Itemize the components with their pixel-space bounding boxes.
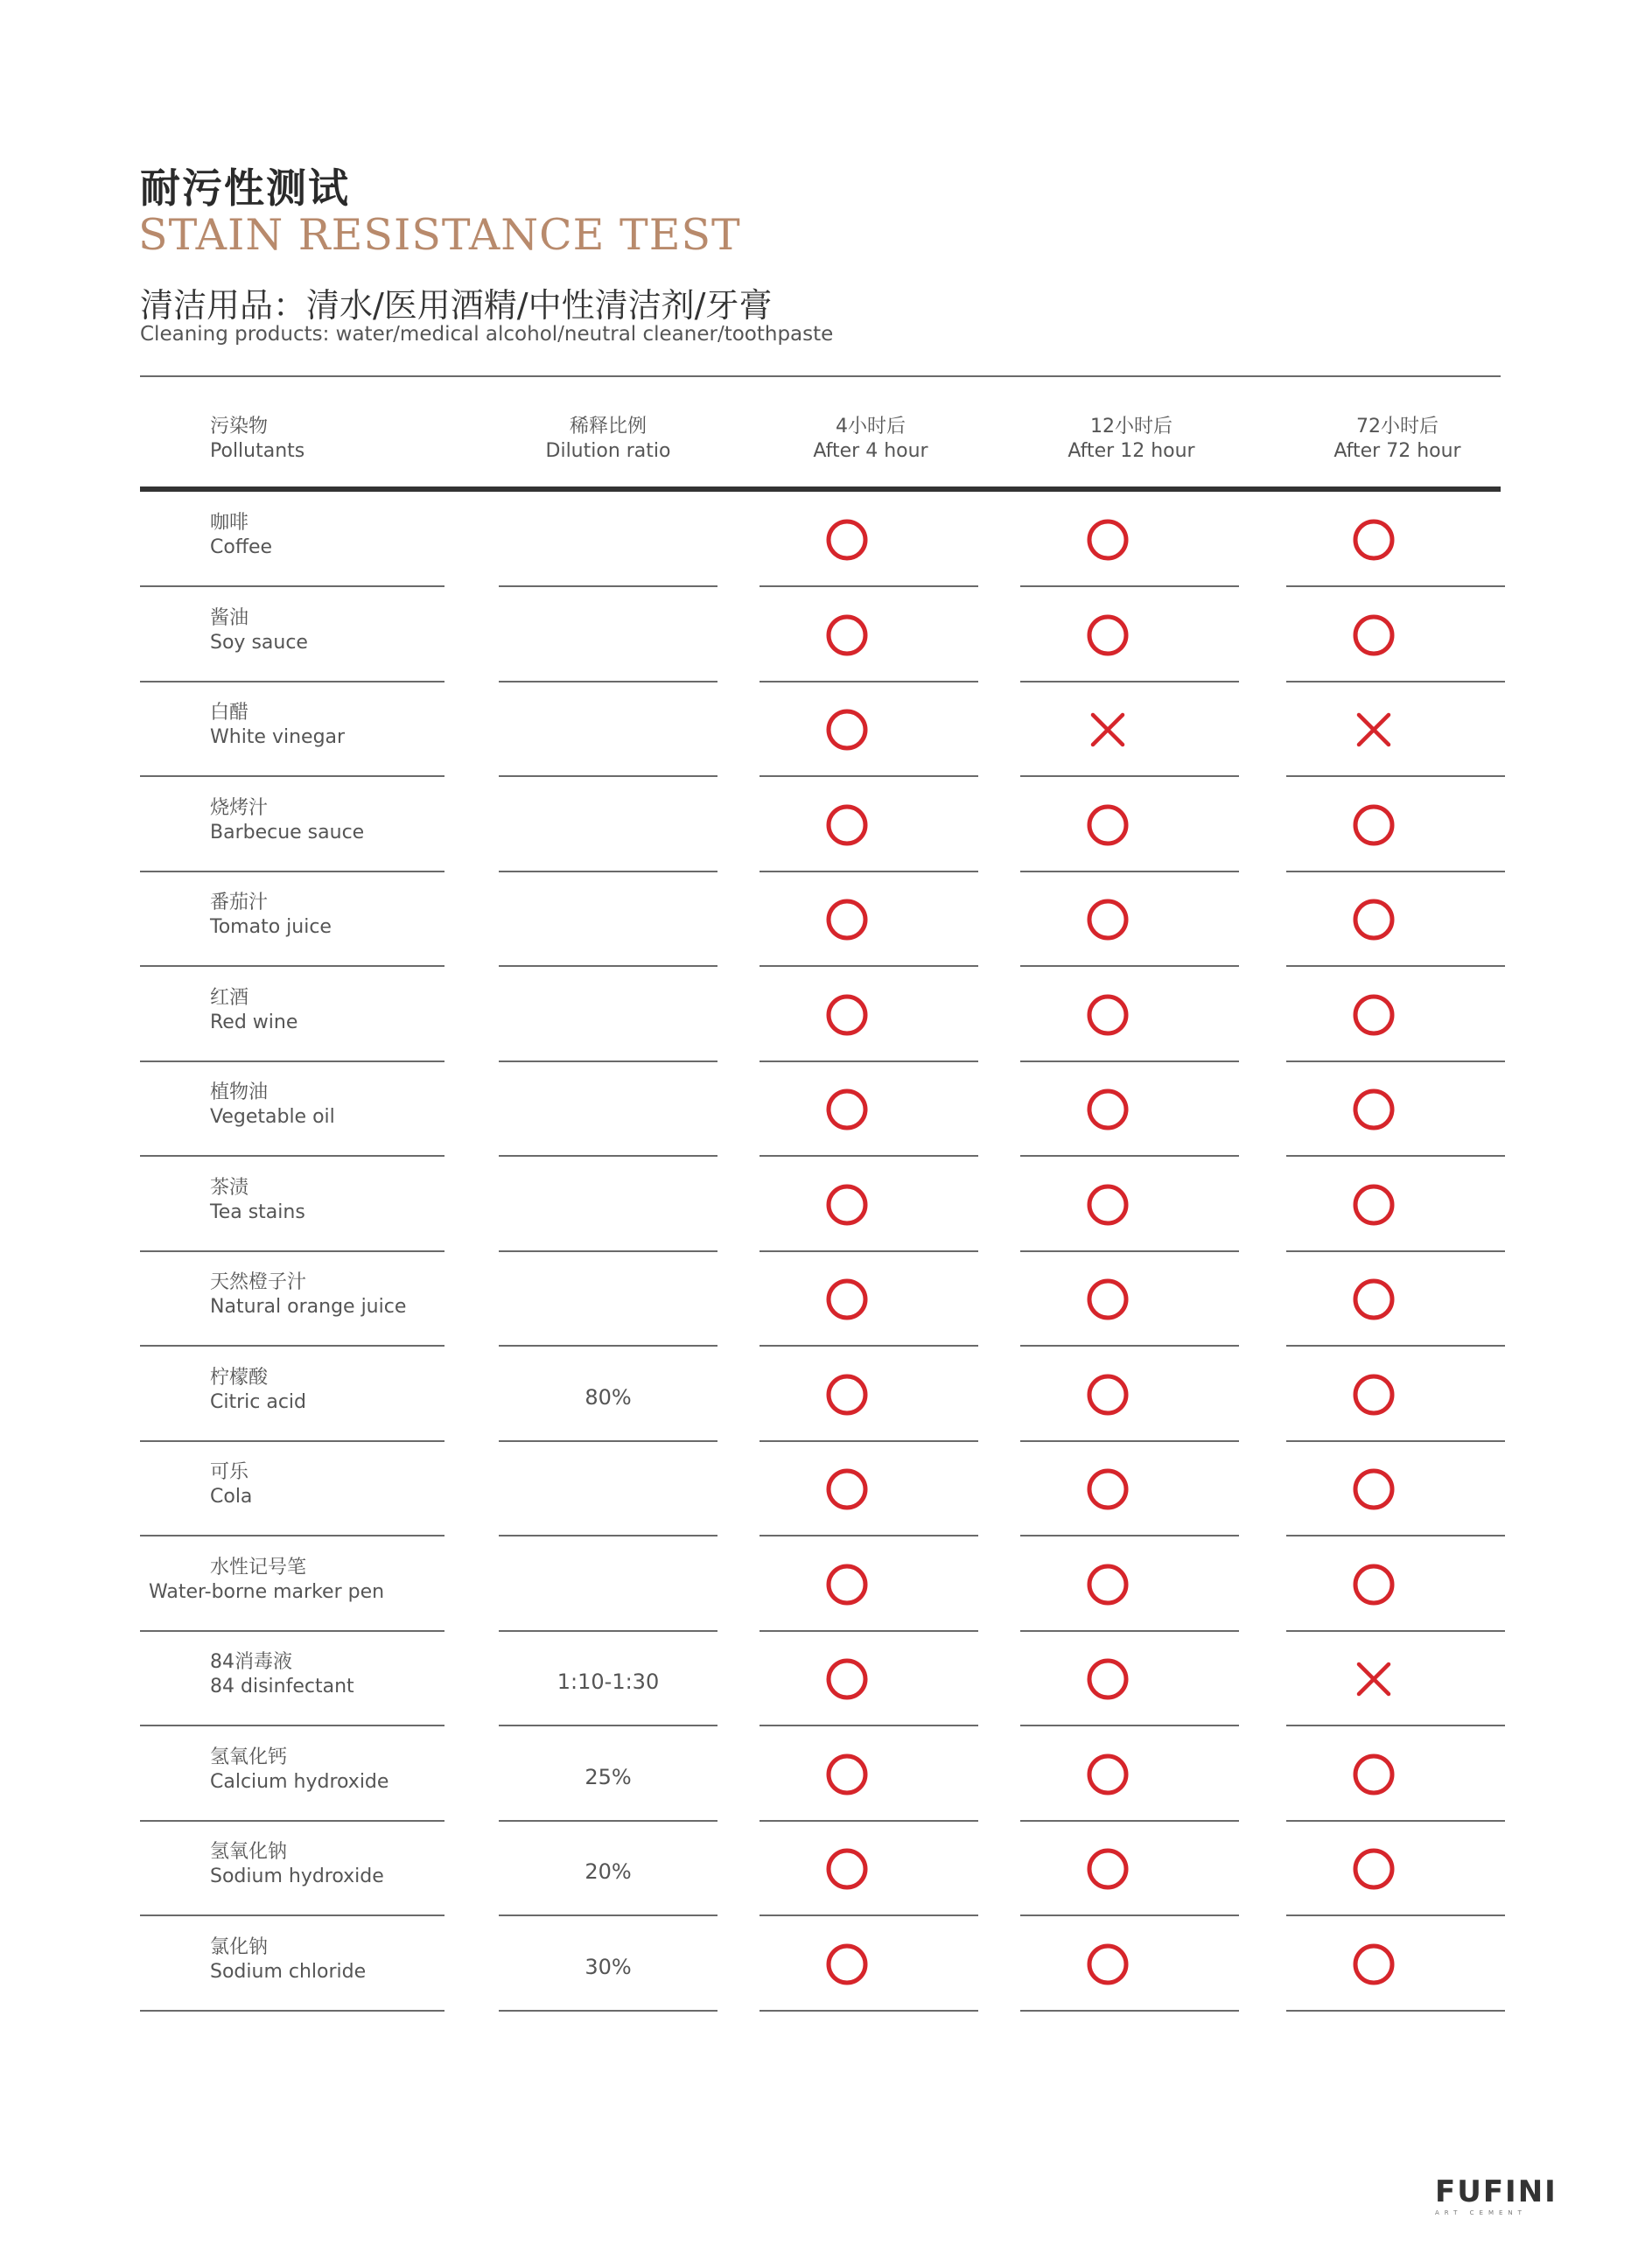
row-divider (499, 1725, 718, 1726)
page-title-en: STAIN RESISTANCE TEST (138, 210, 741, 260)
row-divider (1020, 871, 1239, 872)
fail-cross-icon (1350, 1656, 1397, 1703)
pollutant-name-zh: 酱油 (210, 606, 249, 629)
pass-circle-icon (823, 1845, 871, 1893)
pass-circle-icon (1084, 896, 1131, 943)
table-row (0, 1918, 1638, 2012)
pass-circle-icon (823, 1751, 871, 1798)
pass-circle-icon (823, 1086, 871, 1133)
row-divider (140, 1535, 444, 1536)
header-top-rule (140, 375, 1501, 377)
row-divider (1286, 775, 1505, 777)
row-divider (499, 775, 718, 777)
row-divider (499, 585, 718, 587)
pollutant-name-en: Cola (210, 1486, 253, 1508)
header-4-hour-en: After 4 hour (813, 440, 928, 462)
row-divider (1020, 2010, 1239, 2012)
pollutant-name (210, 1840, 384, 1889)
pollutant-name-zh: 茶渍 (210, 1176, 249, 1199)
table-row (0, 494, 1638, 588)
pollutant-name-zh: 水性记号笔 (209, 1556, 306, 1578)
pollutant-name-en: Tomato juice (210, 916, 332, 938)
dilution-ratio: 80% (584, 1384, 632, 1410)
pass-circle-icon (823, 1181, 871, 1228)
row-divider (1020, 1155, 1239, 1157)
pollutant-name-en: Vegetable oil (210, 1106, 335, 1128)
row-divider (140, 871, 444, 872)
header-4-hour (761, 415, 980, 464)
pass-circle-icon (1084, 1371, 1131, 1418)
fail-cross-icon (1350, 706, 1397, 753)
brand-logo-subtext: ART CEMENT (1435, 2209, 1527, 2216)
pollutant-name-en: Calcium hydroxide (210, 1770, 389, 1793)
pass-circle-icon (823, 1941, 871, 1988)
pass-circle-icon (1350, 1371, 1397, 1418)
row-divider (760, 1535, 978, 1536)
table-row (0, 1633, 1638, 1727)
row-divider (499, 1630, 718, 1632)
row-divider (760, 1250, 978, 1252)
pass-circle-icon (823, 1371, 871, 1418)
pollutant-name-en: Natural orange juice (210, 1296, 407, 1318)
row-divider (760, 775, 978, 777)
header-bottom-rule (140, 486, 1501, 492)
pass-circle-icon (1084, 1086, 1131, 1133)
pollutant-name-zh: 天然橙子汁 (210, 1271, 307, 1293)
row-divider (1286, 1630, 1505, 1632)
row-divider (140, 1250, 444, 1252)
pass-circle-icon (1350, 1561, 1397, 1608)
table-row (0, 1823, 1638, 1917)
pollutant-name-zh: 番茄汁 (210, 892, 269, 914)
table-row (0, 779, 1638, 873)
header-dilution (499, 415, 718, 464)
pollutant-name-en: Sodium chloride (210, 1960, 367, 1983)
pollutant-name-zh: 可乐 (210, 1461, 249, 1483)
pollutant-name (149, 1556, 385, 1605)
table-row (0, 1158, 1638, 1253)
row-divider (760, 585, 978, 587)
row-divider (140, 775, 444, 777)
pollutant-name-zh: 咖啡 (210, 512, 249, 534)
row-divider (1020, 681, 1239, 682)
row-divider (1286, 871, 1505, 872)
row-divider (1286, 1155, 1505, 1157)
pollutant-name (210, 1366, 306, 1415)
pass-circle-icon (1084, 1466, 1131, 1513)
pollutant-name-en: Barbecue sauce (210, 821, 365, 844)
header-12-hour (1022, 415, 1241, 464)
pollutant-name (210, 1176, 305, 1225)
pass-circle-icon (823, 1276, 871, 1323)
pass-circle-icon (1350, 1086, 1397, 1133)
pass-circle-icon (1084, 1276, 1131, 1323)
row-divider (499, 1440, 718, 1442)
row-divider (760, 1630, 978, 1632)
row-divider (499, 681, 718, 682)
pollutant-name-en: Tea stains (210, 1200, 305, 1223)
row-divider (1286, 1250, 1505, 1252)
header-pollutants (210, 415, 304, 464)
pass-circle-icon (1350, 896, 1397, 943)
header-pollutants-en: Pollutants (210, 440, 305, 462)
row-divider (760, 681, 978, 682)
pass-circle-icon (1084, 1845, 1131, 1893)
row-divider (760, 1060, 978, 1062)
row-divider (1020, 775, 1239, 777)
pollutant-name (210, 1270, 406, 1320)
row-divider (140, 2010, 444, 2012)
row-divider (140, 965, 444, 967)
header-4-hour-zh: 4小时后 (836, 416, 906, 438)
row-divider (140, 1630, 444, 1632)
pass-circle-icon (1084, 1656, 1131, 1703)
row-divider (499, 1155, 718, 1157)
pollutant-name-zh: 柠檬酸 (210, 1366, 269, 1389)
brand-logo-text: FUFINI (1435, 2174, 1558, 2209)
row-divider (1286, 1440, 1505, 1442)
row-divider (1286, 1725, 1505, 1726)
row-divider (499, 871, 718, 872)
row-divider (760, 871, 978, 872)
pollutant-name-en: Red wine (210, 1011, 298, 1033)
pass-circle-icon (1350, 612, 1397, 659)
pollutant-name (210, 1460, 252, 1509)
table-row (0, 1253, 1638, 1348)
table-row (0, 683, 1638, 778)
pollutant-name-en: 84 disinfectant (210, 1676, 354, 1698)
pass-circle-icon (823, 896, 871, 943)
dilution-ratio: 30% (584, 1954, 632, 1979)
row-divider (1020, 585, 1239, 587)
row-divider (140, 681, 444, 682)
table-row (0, 589, 1638, 683)
pass-circle-icon (1350, 1845, 1397, 1893)
row-divider (1020, 1535, 1239, 1536)
header-72-hour-zh: 72小时后 (1356, 416, 1438, 438)
pass-circle-icon (1084, 1561, 1131, 1608)
pollutant-name (210, 606, 308, 655)
header-72-hour-en: After 72 hour (1334, 440, 1461, 462)
pollutant-name (210, 891, 332, 940)
fail-cross-icon (1084, 706, 1131, 753)
page-title-zh: 耐污性测试 (140, 164, 350, 212)
pollutant-name (210, 1081, 335, 1130)
table-row (0, 1063, 1638, 1158)
pass-circle-icon (1084, 991, 1131, 1039)
row-divider (499, 1250, 718, 1252)
dilution-ratio: 1:10-1:30 (556, 1670, 660, 1694)
table-row (0, 969, 1638, 1063)
pollutant-name-zh: 白醋 (210, 702, 249, 724)
table-row (0, 873, 1638, 968)
row-divider (499, 1345, 718, 1347)
brand-logo (1435, 2174, 1558, 2216)
row-divider (1020, 1914, 1239, 1916)
pass-circle-icon (1350, 1751, 1397, 1798)
table-row (0, 1538, 1638, 1633)
cleaning-products-en: Cleaning products: water/medical alcohol/neutral cleaner/toothpaste (140, 323, 834, 346)
pollutant-name-zh: 氢氧化钙 (210, 1746, 288, 1768)
row-divider (1020, 1820, 1239, 1822)
pollutant-name-en: Water-borne marker pen (149, 1580, 385, 1603)
header-dilution-zh: 稀释比例 (569, 416, 647, 438)
pass-circle-icon (823, 991, 871, 1039)
header-pollutants-zh: 污染物 (210, 416, 269, 438)
pass-circle-icon (1350, 1181, 1397, 1228)
row-divider (499, 1060, 718, 1062)
header-dilution-en: Dilution ratio (545, 440, 671, 462)
row-divider (140, 1725, 444, 1726)
row-divider (760, 965, 978, 967)
header-12-hour-en: After 12 hour (1068, 440, 1195, 462)
pass-circle-icon (1350, 1276, 1397, 1323)
pollutant-name (210, 1936, 366, 1984)
row-divider (140, 585, 444, 587)
row-divider (1286, 681, 1505, 682)
row-divider (1286, 965, 1505, 967)
pass-circle-icon (1084, 612, 1131, 659)
row-divider (140, 1440, 444, 1442)
row-divider (1020, 1345, 1239, 1347)
pass-circle-icon (1084, 1751, 1131, 1798)
row-divider (499, 965, 718, 967)
row-divider (1286, 1820, 1505, 1822)
row-divider (1020, 1630, 1239, 1632)
pollutant-name (210, 701, 345, 750)
dilution-ratio: 20% (584, 1859, 632, 1884)
pass-circle-icon (1350, 1466, 1397, 1513)
table-row (0, 1348, 1638, 1443)
pass-circle-icon (823, 1466, 871, 1513)
pollutant-name (210, 1650, 354, 1699)
pollutant-name-zh: 植物油 (210, 1082, 269, 1103)
cleaning-products-zh: 清洁用品：清水/医用酒精/中性清洁剂/牙膏 (140, 286, 773, 325)
pollutant-name-en: White vinegar (210, 726, 346, 748)
row-divider (1020, 1250, 1239, 1252)
row-divider (760, 1820, 978, 1822)
row-divider (760, 1440, 978, 1442)
row-divider (760, 1725, 978, 1726)
pollutant-name-en: Soy sauce (210, 631, 308, 654)
row-divider (1286, 2010, 1505, 2012)
pass-circle-icon (1084, 1941, 1131, 1988)
header-12-hour-zh: 12小时后 (1090, 416, 1172, 438)
row-divider (760, 1345, 978, 1347)
table-row (0, 1728, 1638, 1823)
row-divider (760, 1155, 978, 1157)
pollutant-name (210, 1746, 388, 1795)
pass-circle-icon (1350, 1941, 1397, 1988)
table-row (0, 1443, 1638, 1537)
row-divider (1020, 1060, 1239, 1062)
pollutant-name-zh: 84消毒液 (210, 1651, 292, 1673)
row-divider (1286, 1060, 1505, 1062)
row-divider (1020, 965, 1239, 967)
pass-circle-icon (823, 1656, 871, 1703)
pollutant-name-zh: 氢氧化钠 (210, 1841, 288, 1863)
row-divider (140, 1155, 444, 1157)
pass-circle-icon (1084, 1181, 1131, 1228)
pass-circle-icon (823, 802, 871, 849)
row-divider (1020, 1440, 1239, 1442)
row-divider (760, 2010, 978, 2012)
pollutant-name (210, 986, 298, 1035)
row-divider (1020, 1725, 1239, 1726)
pass-circle-icon (1350, 991, 1397, 1039)
row-divider (760, 1914, 978, 1916)
row-divider (1286, 1345, 1505, 1347)
row-divider (499, 1820, 718, 1822)
dilution-ratio: 25% (584, 1764, 632, 1789)
row-divider (140, 1914, 444, 1916)
pass-circle-icon (1084, 516, 1131, 564)
pollutant-name (210, 511, 272, 560)
pass-circle-icon (1084, 802, 1131, 849)
pass-circle-icon (823, 612, 871, 659)
pass-circle-icon (1350, 802, 1397, 849)
row-divider (499, 1535, 718, 1536)
row-divider (140, 1060, 444, 1062)
pollutant-name-en: Coffee (210, 536, 273, 558)
pass-circle-icon (1350, 516, 1397, 564)
row-divider (1286, 585, 1505, 587)
pass-circle-icon (823, 516, 871, 564)
header-72-hour (1288, 415, 1507, 464)
row-divider (1286, 1914, 1505, 1916)
pollutant-name-en: Sodium hydroxide (210, 1866, 384, 1887)
row-divider (1286, 1535, 1505, 1536)
row-divider (140, 1345, 444, 1347)
pollutant-name (210, 796, 364, 845)
pollutant-name-zh: 氯化钠 (210, 1936, 269, 1958)
row-divider (499, 2010, 718, 2012)
pass-circle-icon (823, 1561, 871, 1608)
row-divider (140, 1820, 444, 1822)
pass-circle-icon (823, 706, 871, 753)
pollutant-name-zh: 烧烤汁 (210, 796, 269, 819)
pollutant-name-en: Citric acid (210, 1390, 306, 1413)
pollutant-name-zh: 红酒 (210, 986, 249, 1009)
row-divider (499, 1914, 718, 1916)
